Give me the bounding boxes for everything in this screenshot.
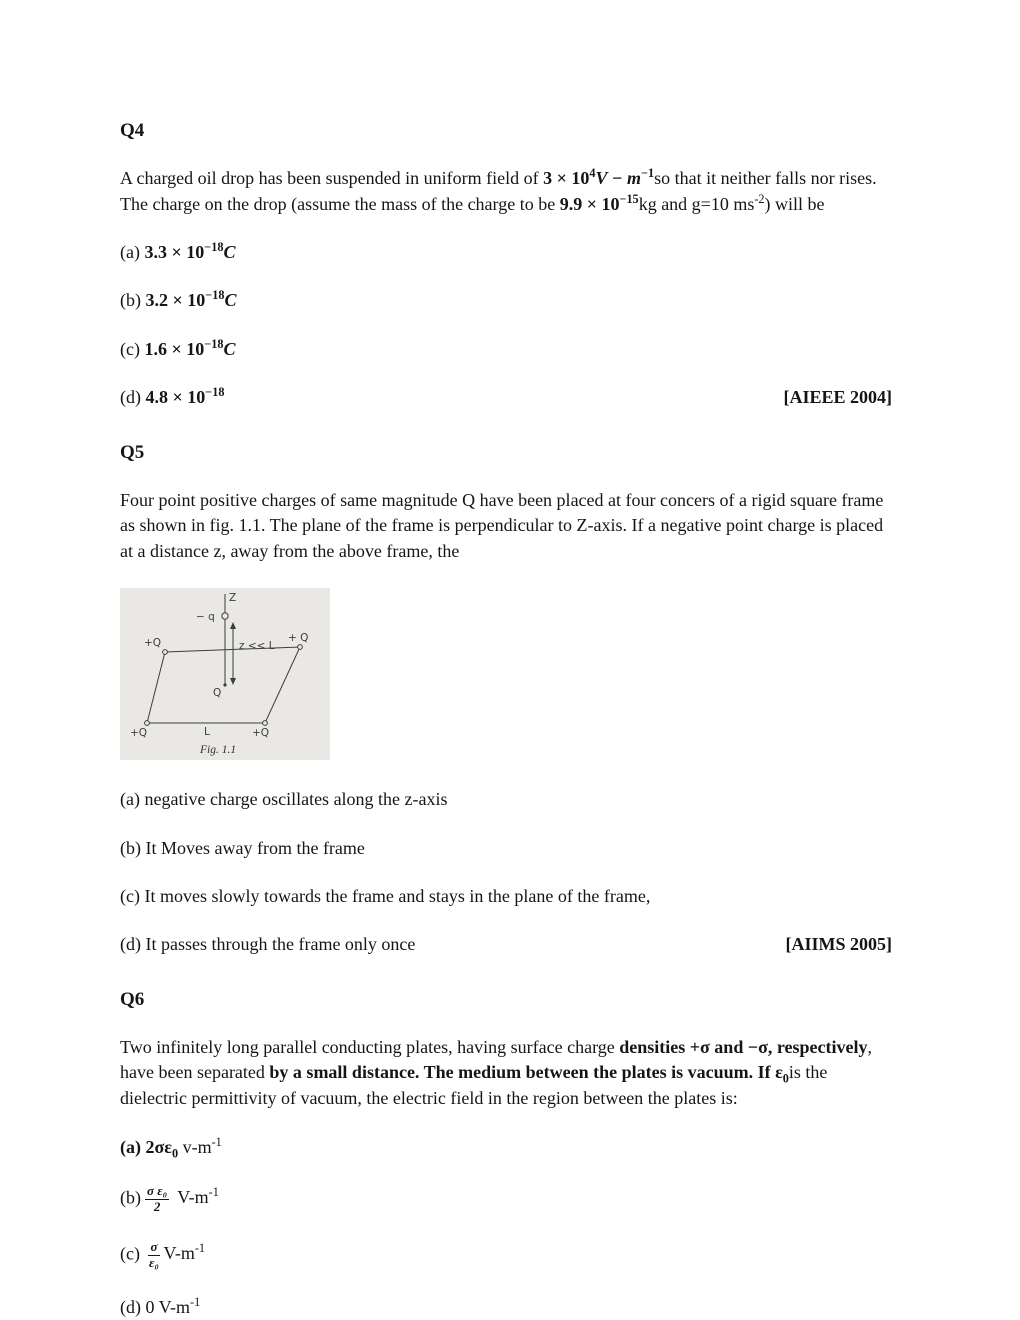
question-body-q5: Four point positive charges of same magnitude Q have been placed at four concers of a rigid square frame as shown in fig. 1.1. The plane of the frame is perpendicular to Z-axis. If a negative point charge is placed at a distance z, away from the above frame, the bbox=[120, 489, 884, 561]
corner-label-bottom-right: +Q bbox=[252, 727, 270, 740]
corner-label-top-left: +Q bbox=[144, 637, 162, 650]
corner-label-bottom-left: +Q bbox=[130, 727, 148, 740]
fraction-denominator: ε₀ bbox=[149, 1254, 159, 1270]
question-q5 bbox=[120, 442, 892, 957]
figure-caption: Fig. 1.1 bbox=[200, 744, 237, 757]
question-q6 bbox=[120, 989, 892, 1319]
fraction bbox=[148, 1240, 159, 1271]
square-frame-diagram bbox=[120, 588, 330, 760]
q5-option-c: (c) It moves slowly towards the frame and stays in the plane of the frame, bbox=[120, 886, 651, 907]
negative-charge-marker bbox=[222, 613, 228, 619]
corner-charge-top-left bbox=[163, 650, 168, 655]
fraction-numerator: σ ε₀ bbox=[147, 1182, 168, 1198]
q5-option-a: (a) negative charge oscillates along the z-axis bbox=[120, 789, 448, 810]
center-charge-label: Q bbox=[213, 687, 222, 700]
corner-charge-bottom-right bbox=[263, 721, 268, 726]
center-point bbox=[223, 684, 226, 687]
q5-option-d-row bbox=[120, 933, 892, 956]
q4-option-b: (b) $3.2 \times 10^{-18}C$ bbox=[120, 288, 237, 311]
q6-option-d: (d) 0 $V-m^{-1}$ bbox=[120, 1294, 201, 1317]
q6-option-b-label: (b) bbox=[120, 1187, 141, 1208]
question-number-q4: Q4 bbox=[120, 120, 145, 141]
q6-option-a: (a) $2\sigma\varepsilon_0$ $v-m^{-1}$ bbox=[120, 1134, 222, 1161]
q4-option-a: (a) $3.3 \times 10^{-18}C$ bbox=[120, 240, 236, 263]
question-body-q6: Two infinitely long parallel conducting plates, having surface charge densities +σ and −σ, respectively, have been separated by a small distance. The medium between the plates is vacuum. If $\varepsilon_0is$ the dielectric permittivity of vacuum, the electric field in the region between the plates is: bbox=[120, 1036, 873, 1108]
z-axis-label: Z bbox=[229, 592, 237, 605]
q6-option-b-unit: $V-m^{-1}$ bbox=[173, 1185, 219, 1208]
q6-option-c bbox=[120, 1240, 892, 1271]
negative-charge-label: − q bbox=[196, 611, 215, 624]
question-number-q6: Q6 bbox=[120, 988, 145, 1010]
q5-option-b: (b) It Moves away from the frame bbox=[120, 837, 365, 858]
exam-source-tag-q4: [AIEEE 2004] bbox=[783, 387, 892, 408]
q6-option-b bbox=[120, 1184, 892, 1215]
q5-option-d: (d) It passes through the frame only once bbox=[120, 934, 416, 955]
q4-option-d-row bbox=[120, 386, 892, 409]
q4-option-c: (c) $1.6 \times 10^{-18}C$ bbox=[120, 336, 236, 359]
fraction-numerator: σ bbox=[150, 1238, 158, 1254]
figure-1-1 bbox=[120, 588, 330, 760]
q6-option-c-label: (c) bbox=[120, 1243, 145, 1264]
question-number-q5: Q5 bbox=[120, 441, 145, 463]
q6-option-c-unit: $V-m^{-1}$ bbox=[163, 1241, 206, 1264]
q4-option-d: (d) $4.8 \times 10^{-18}$ bbox=[120, 385, 225, 408]
fraction bbox=[145, 1184, 169, 1215]
distance-label: z << L bbox=[239, 640, 275, 653]
fraction-denominator: 2 bbox=[153, 1198, 161, 1214]
corner-charge-top-right bbox=[298, 645, 303, 650]
corner-label-top-right: + Q bbox=[288, 632, 309, 645]
side-length-label: L bbox=[204, 726, 210, 739]
question-q4 bbox=[120, 120, 892, 410]
exam-source-tag-q5: [AIIMS 2005] bbox=[785, 934, 892, 955]
corner-charge-bottom-left bbox=[145, 721, 150, 726]
question-body-q4: A charged oil drop has been suspended in uniform field of $3 \times 10^4V - m^{-1}so$ that it neither falls nor rises. The charge on the drop (assume the mass of the charge to be $9.9 \times 10^{-15}kg$ and g=10 $ms^{-2}$) will be bbox=[120, 166, 877, 214]
